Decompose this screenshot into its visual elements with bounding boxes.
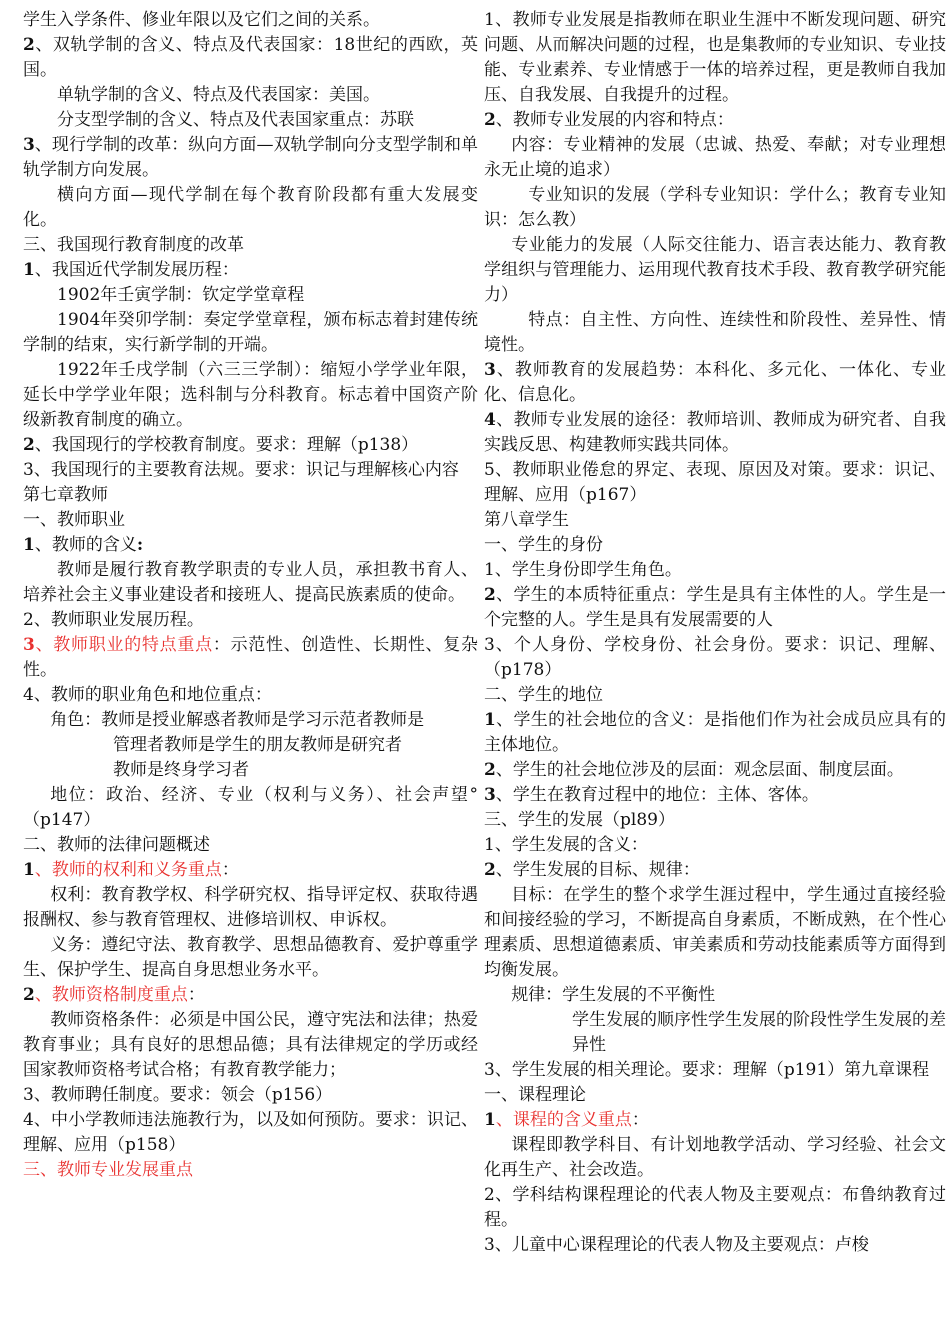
item-number: 1 bbox=[23, 260, 35, 280]
text-line bbox=[484, 983, 946, 1008]
text-line bbox=[23, 358, 478, 433]
text-line bbox=[484, 108, 946, 133]
line-text: 3、教师聘任制度。要求：领会（p156） bbox=[23, 1085, 333, 1105]
text-line bbox=[23, 933, 478, 983]
line-text: 2、学科结构课程理论的代表人物及主要观点：布鲁纳教育过程。 bbox=[484, 1185, 946, 1230]
line-text: 、学生的社会地位涉及的层面：观念层面、制度层面。 bbox=[495, 760, 904, 780]
line-text: ： bbox=[631, 1110, 649, 1130]
text-line bbox=[23, 258, 478, 283]
line-text: 1902年壬寅学制：钦定学堂章程 bbox=[57, 285, 305, 305]
line-text: 教师是终身学习者 bbox=[113, 760, 249, 780]
line-text: 、现行学制的改革：纵向方面—双轨学制向分支型学制和单轨学制方向发展。 bbox=[23, 135, 478, 180]
text-line bbox=[484, 583, 946, 633]
line-text: 1922年壬戌学制（六三三学制）：缩短小学学业年限，延长中学学业年限；选科制与分科教育。标志着中国资产阶级新教育制度的确立。 bbox=[23, 360, 478, 430]
line-text: 3、个人身份、学校身份、社会身份。要求：识记、理解、（p178） bbox=[484, 635, 946, 680]
line-text: 3、我国现行的主要教育法规。要求：识记与理解核心内容 bbox=[23, 460, 459, 480]
line-text: 角色：教师是授业解惑者教师是学习示范者教师是 bbox=[50, 710, 425, 730]
text-line bbox=[23, 458, 478, 483]
text-line bbox=[484, 508, 946, 533]
colon-mark: : bbox=[136, 535, 144, 555]
text-line bbox=[23, 308, 478, 358]
line-text: 专业能力的发展（人际交往能力、语言表达能力、教育教学组织与管理能力、运用现代教育技术手段、教育教学研究能力） bbox=[484, 235, 946, 305]
text-line bbox=[23, 33, 478, 83]
text-line bbox=[23, 883, 478, 933]
key-point-highlight: 、教师的权利和义务重点 bbox=[34, 860, 222, 880]
line-text: ： bbox=[187, 985, 205, 1005]
text-line bbox=[484, 708, 946, 758]
item-number: 1 bbox=[484, 1110, 496, 1130]
item-number: 3 bbox=[484, 785, 496, 805]
line-text: 、学生的本质特征重点：学生是具有主体性的人。学生是一个完整的人。学生是具有发展需要的人 bbox=[484, 585, 946, 630]
line-text: 第八章学生 bbox=[484, 510, 569, 530]
line-text: 地位：政治、经济、专业（权利与义务）、社会声望°（p147） bbox=[23, 785, 478, 830]
line-text: 、学生的社会地位的含义：是指他们作为社会成员应具有的主体地位。 bbox=[484, 710, 946, 755]
text-line bbox=[484, 458, 946, 508]
key-point-highlight: 三、教师专业发展重点 bbox=[23, 1160, 193, 1180]
text-line bbox=[23, 558, 478, 608]
line-text: 管理者教师是学生的朋友教师是研究者 bbox=[113, 735, 402, 755]
text-line bbox=[23, 533, 478, 558]
item-number: 1 bbox=[484, 710, 496, 730]
line-text: 一、教师职业 bbox=[23, 510, 125, 530]
text-line bbox=[23, 1083, 478, 1108]
key-point-highlight: 、教师资格制度重点 bbox=[34, 985, 188, 1005]
line-text: 3、学生发展的相关理论。要求：理解（p191）第九章课程 bbox=[484, 1060, 930, 1080]
line-text: 、教师专业发展的内容和特点： bbox=[495, 110, 734, 130]
line-text: 特点：自主性、方向性、连续性和阶段性、差异性、情境性。 bbox=[484, 310, 946, 355]
line-text: 、学生发展的目标、规律： bbox=[495, 860, 700, 880]
line-text: 规律：学生发展的不平衡性 bbox=[511, 985, 716, 1005]
text-line bbox=[23, 758, 478, 783]
line-text: 、我国近代学制发展历程： bbox=[34, 260, 239, 280]
line-text: ： bbox=[221, 860, 239, 880]
text-line bbox=[23, 708, 478, 733]
text-line bbox=[484, 633, 946, 683]
item-number: 2 bbox=[23, 985, 35, 1005]
text-line bbox=[484, 308, 946, 358]
text-line bbox=[484, 1133, 946, 1183]
text-line bbox=[23, 283, 478, 308]
text-line bbox=[23, 733, 478, 758]
text-line bbox=[484, 233, 946, 308]
line-text: 一、学生的身份 bbox=[484, 535, 603, 555]
text-line bbox=[23, 133, 478, 183]
line-text: 三、学生的发展（pl89） bbox=[484, 810, 675, 830]
text-line bbox=[23, 608, 478, 633]
text-line bbox=[23, 183, 478, 233]
text-line bbox=[23, 858, 478, 883]
item-number: 3 bbox=[23, 635, 35, 655]
line-text: 专业知识的发展（学科专业知识：学什么；教育专业知识：怎么教） bbox=[484, 185, 946, 230]
text-line bbox=[23, 108, 478, 133]
item-number: 1 bbox=[23, 860, 35, 880]
line-text: 横向方面—现代学制在每个教育阶段都有重大发展变化。 bbox=[23, 185, 478, 230]
item-number: 2 bbox=[484, 760, 496, 780]
line-text: 、教师的含义 bbox=[34, 535, 137, 555]
item-number: 3 bbox=[23, 135, 35, 155]
text-line bbox=[484, 783, 946, 808]
text-line bbox=[23, 683, 478, 708]
line-text: 、教师教育的发展趋势：本科化、多元化、一体化、专业化、信息化。 bbox=[484, 360, 946, 405]
line-text: ：示范性、创造性、长期性、复杂性。 bbox=[23, 635, 479, 680]
line-text: 1、学生发展的含义： bbox=[484, 835, 648, 855]
line-text: 、学生在教育过程中的地位：主体、客体。 bbox=[495, 785, 819, 805]
text-line bbox=[23, 508, 478, 533]
line-text: 5、教师职业倦怠的界定、表现、原因及对策。要求：识记、理解、应用（p167） bbox=[484, 460, 946, 505]
line-text: 单轨学制的含义、特点及代表国家：美国。 bbox=[57, 85, 380, 105]
line-text: 2、教师职业发展历程。 bbox=[23, 610, 204, 630]
text-line bbox=[23, 83, 478, 108]
text-line bbox=[484, 408, 946, 458]
line-text: 权利：教育教学权、科学研究权、指导评定权、获取待遇报酬权、参与教育管理权、进修培训权、申诉权。 bbox=[23, 885, 478, 930]
text-line bbox=[23, 1108, 478, 1158]
line-text: 课程即教学科目、有计划地教学活动、学习经验、社会文化再生产、社会改造。 bbox=[484, 1135, 946, 1180]
right-column bbox=[484, 8, 946, 1258]
line-text: 一、课程理论 bbox=[484, 1085, 586, 1105]
line-text: 学生入学条件、修业年限以及它们之间的关系。 bbox=[23, 10, 380, 30]
line-text: 内容：专业精神的发展（忠诚、热爱、奉献；对专业理想永无止境的追求） bbox=[484, 135, 946, 180]
text-line bbox=[484, 8, 946, 108]
line-text: 学生发展的顺序性学生发展的阶段性学生发展的差异性 bbox=[572, 1010, 946, 1055]
line-text: 3、儿童中心课程理论的代表人物及主要观点：卢梭 bbox=[484, 1235, 869, 1255]
item-number: 4 bbox=[484, 410, 496, 430]
text-line bbox=[23, 233, 478, 258]
line-text: 目标：在学生的整个求学生涯过程中，学生通过直接经验和间接经验的学习，不断提高自身素质，不断成熟，在个性心理素质、思想道德素质、审美素质和劳动技能素质等方面得到均衡发展。 bbox=[484, 885, 946, 980]
line-text: 、教师专业发展的途径：教师培训、教师成为研究者、自我实践反思、构建教师实践共同体。 bbox=[484, 410, 946, 455]
key-point-highlight: 、课程的含义重点 bbox=[495, 1110, 632, 1130]
text-line bbox=[484, 683, 946, 708]
text-line bbox=[484, 1008, 946, 1058]
line-text: 二、学生的地位 bbox=[484, 685, 603, 705]
text-line bbox=[484, 833, 946, 858]
text-line bbox=[23, 8, 478, 33]
text-line bbox=[484, 133, 946, 183]
text-line bbox=[484, 858, 946, 883]
line-text: 义务：遵纪守法、教育教学、思想品德教育、爱护尊重学生、保护学生、提高自身思想业务水平。 bbox=[23, 935, 478, 980]
item-number: 3 bbox=[484, 360, 496, 380]
item-number: 1 bbox=[23, 535, 35, 555]
line-text: 三、我国现行教育制度的改革 bbox=[23, 235, 244, 255]
line-text: 分支型学制的含义、特点及代表国家重点：苏联 bbox=[57, 110, 414, 130]
text-line bbox=[484, 533, 946, 558]
item-number: 2 bbox=[23, 435, 35, 455]
item-number: 2 bbox=[484, 110, 496, 130]
item-number: 2 bbox=[484, 860, 496, 880]
line-text: 1904年癸卯学制：奏定学堂章程，颁布标志着封建传统学制的结束，实行新学制的开端。 bbox=[23, 310, 478, 355]
text-line bbox=[23, 833, 478, 858]
text-line bbox=[484, 1108, 946, 1133]
text-line bbox=[23, 633, 478, 683]
text-line bbox=[484, 1058, 946, 1083]
left-column bbox=[23, 8, 478, 1183]
text-line bbox=[484, 1183, 946, 1233]
item-number: 2 bbox=[23, 35, 35, 55]
line-text: 第七章教师 bbox=[23, 485, 108, 505]
text-line bbox=[23, 783, 478, 833]
line-text: 1、教师专业发展是指教师在职业生涯中不断发现问题、研究问题、从而解决问题的过程，也是集教师的专业知识、专业技能、专业素养、专业情感于一体的培养过程，更是教师自我加压、自我发展、自我提升的过程。 bbox=[484, 10, 946, 105]
text-line bbox=[23, 983, 478, 1008]
line-text: 、我国现行的学校教育制度。要求：理解（p138） bbox=[34, 435, 419, 455]
text-line bbox=[484, 808, 946, 833]
text-line bbox=[484, 558, 946, 583]
text-line bbox=[484, 1083, 946, 1108]
line-text: 1、学生身份即学生角色。 bbox=[484, 560, 682, 580]
text-line bbox=[23, 1158, 478, 1183]
line-text: 二、教师的法律问题概述 bbox=[23, 835, 210, 855]
text-line bbox=[23, 1008, 478, 1083]
line-text: 教师是履行教育教学职责的专业人员，承担教书育人、培养社会主义事业建设者和接班人、提高民族素质的使命。 bbox=[23, 560, 478, 605]
text-line bbox=[484, 183, 946, 233]
text-line bbox=[23, 483, 478, 508]
text-line bbox=[484, 358, 946, 408]
text-line bbox=[484, 883, 946, 983]
text-line bbox=[484, 1233, 946, 1258]
text-line bbox=[23, 433, 478, 458]
text-line bbox=[484, 758, 946, 783]
line-text: 4、教师的职业角色和地位重点： bbox=[23, 685, 272, 705]
line-text: 4、中小学教师违法施教行为，以及如何预防。要求：识记、理解、应用（p158） bbox=[23, 1110, 478, 1155]
item-number: 2 bbox=[484, 585, 496, 605]
line-text: 教师资格条件：必须是中国公民，遵守宪法和法律；热爱教育事业；具有良好的思想品德；具有法律规定的学历或经国家教师资格考试合格；有教育教学能力； bbox=[23, 1010, 478, 1080]
key-point-highlight: 、教师职业的特点重点 bbox=[34, 635, 213, 655]
line-text: 、双轨学制的含义、特点及代表国家：18世纪的西欧，英国。 bbox=[23, 35, 478, 80]
